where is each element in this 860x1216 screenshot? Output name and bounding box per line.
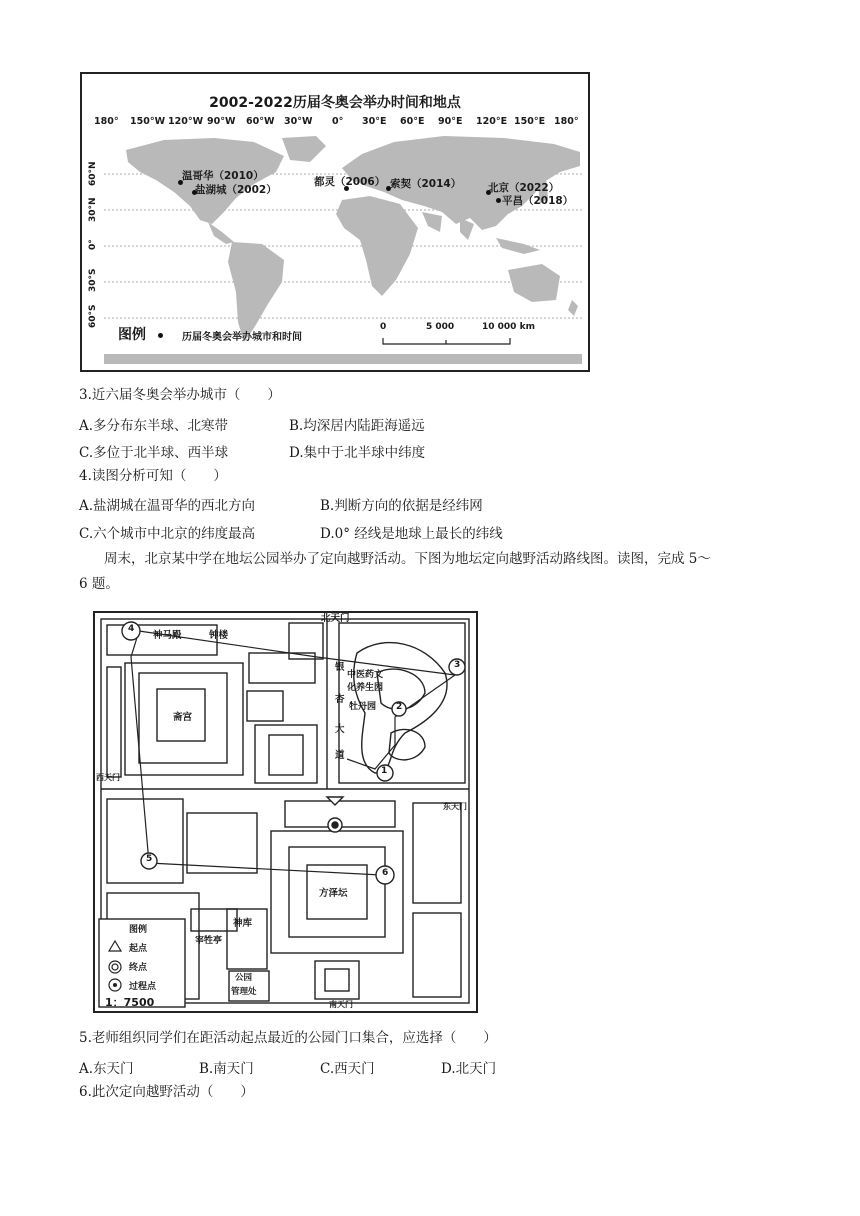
label-shenku: 神库 xyxy=(233,918,253,929)
checkpoint-1: 1 xyxy=(381,766,388,776)
scale-end: 10 000 km xyxy=(482,322,535,332)
label-tcm-1: 中医药文 xyxy=(347,670,384,680)
world-map-title: 2002-2022历届冬奥会举办时间和地点 xyxy=(209,95,461,111)
scale-bar xyxy=(382,336,512,346)
checkpoint-4: 4 xyxy=(128,624,135,634)
lon-label: 30°W xyxy=(284,116,313,127)
city-label: 平昌（2018） xyxy=(502,195,574,207)
city-label: 都灵（2006） xyxy=(314,176,386,188)
q5-stem: 5.老师组织同学们在距活动起点最近的公园门口集合，应选择（ ） xyxy=(79,1030,497,1046)
park-legend-scale: 1：7500 xyxy=(105,996,155,1009)
q5-option-a[interactable]: A.东天门 xyxy=(79,1061,134,1077)
lon-label: 120°W xyxy=(168,116,204,127)
city-label: 北京（2022） xyxy=(488,182,560,194)
park-legend-start: 起点 xyxy=(129,944,148,954)
label-zhonglou: 钟楼 xyxy=(209,630,229,641)
q3-option-c[interactable]: C.多位于北半球、西半球 xyxy=(79,445,229,461)
lat-label: 30°N xyxy=(88,197,98,222)
gate-north: 北天门 xyxy=(321,613,350,624)
label-yinxing-3: 大 xyxy=(335,724,345,735)
q4-stem: 4.读图分析可知（ ） xyxy=(79,468,227,484)
lon-label: 60°W xyxy=(246,116,275,127)
lon-label: 60°E xyxy=(400,116,425,127)
lon-label: 150°E xyxy=(514,116,546,127)
lat-label: 60°S xyxy=(88,304,98,328)
label-yinxing-2: 杏 xyxy=(335,694,345,705)
checkpoint-2: 2 xyxy=(396,702,403,712)
city-marker xyxy=(496,198,501,203)
city-label: 盐湖城（2002） xyxy=(195,184,277,196)
legend-text: 历届冬奥会举办城市和时间 xyxy=(182,332,302,343)
q5-option-b[interactable]: B.南天门 xyxy=(199,1061,254,1077)
park-map-figure xyxy=(93,611,478,1013)
park-legend-end: 终点 xyxy=(129,963,148,973)
q6-stem: 6.此次定向越野活动（ ） xyxy=(79,1084,254,1100)
label-office-2: 管理处 xyxy=(231,987,257,997)
lon-label: 90°E xyxy=(438,116,463,127)
lon-label: 120°E xyxy=(476,116,508,127)
lon-label: 180° xyxy=(94,116,119,127)
city-label: 温哥华（2010） xyxy=(182,170,264,182)
gate-south: 南天门 xyxy=(329,1000,353,1009)
label-zhaigong: 斋宫 xyxy=(173,712,193,723)
label-yinxing-4: 道 xyxy=(335,750,345,761)
label-yinxing-1: 银 xyxy=(335,662,345,673)
label-tcm-2: 化养生园 xyxy=(347,683,384,693)
checkpoint-5: 5 xyxy=(146,854,153,864)
q4-option-b[interactable]: B.判断方向的依据是经纬网 xyxy=(320,498,483,514)
gate-west: 西天门 xyxy=(96,773,120,782)
lat-label: 60°N xyxy=(88,161,98,186)
lon-label: 150°W xyxy=(130,116,166,127)
world-map-figure xyxy=(80,72,590,372)
legend-dot xyxy=(158,333,163,338)
label-shenma: 神马殿 xyxy=(153,630,182,641)
q3-option-a[interactable]: A.多分布东半球、北寒带 xyxy=(79,418,229,434)
lon-label: 90°W xyxy=(207,116,236,127)
q4-option-d[interactable]: D.0° 经线是地球上最长的纬线 xyxy=(320,526,503,542)
q3-option-d[interactable]: D.集中于北半球中纬度 xyxy=(289,445,426,461)
lon-label: 180° xyxy=(554,116,579,127)
city-label: 索契（2014） xyxy=(390,178,462,190)
lat-label: 30°S xyxy=(88,268,98,292)
q5-option-d[interactable]: D.北天门 xyxy=(441,1061,497,1077)
park-legend-title: 图例 xyxy=(129,925,148,935)
legend-label: 图例 xyxy=(118,327,146,343)
label-fangze: 方泽坛 xyxy=(319,888,348,899)
scale-mid: 5 000 xyxy=(426,322,455,332)
park-legend-pass: 过程点 xyxy=(129,982,157,992)
lon-label: 0° xyxy=(332,116,344,127)
checkpoint-3: 3 xyxy=(454,660,461,670)
gate-east: 东天门 xyxy=(443,802,467,811)
intro-line-1: 周末，北京某中学在地坛公园举办了定向越野活动。下图为地坛定向越野活动路线图。读图，完成 5～ xyxy=(104,551,711,567)
scale-zero: 0 xyxy=(380,322,387,332)
q4-option-c[interactable]: C.六个城市中北京的纬度最高 xyxy=(79,526,256,542)
checkpoint-6: 6 xyxy=(382,868,389,878)
label-office-1: 公园 xyxy=(235,973,253,983)
q3-option-b[interactable]: B.均深居内陆距海遥远 xyxy=(289,418,425,434)
intro-line-2: 6 题。 xyxy=(79,576,119,592)
q3-stem: 3.近六届冬奥会举办城市（ ） xyxy=(79,387,281,403)
lon-label: 30°E xyxy=(362,116,387,127)
q4-option-a[interactable]: A.盐湖城在温哥华的西北方向 xyxy=(79,498,256,514)
park-map-drawing xyxy=(95,613,476,1011)
lat-label: 0° xyxy=(88,239,98,250)
label-mudan: 牡丹园 xyxy=(349,702,377,712)
label-zaisheng: 宰牲亭 xyxy=(195,936,223,946)
q5-option-c[interactable]: C.西天门 xyxy=(320,1061,375,1077)
